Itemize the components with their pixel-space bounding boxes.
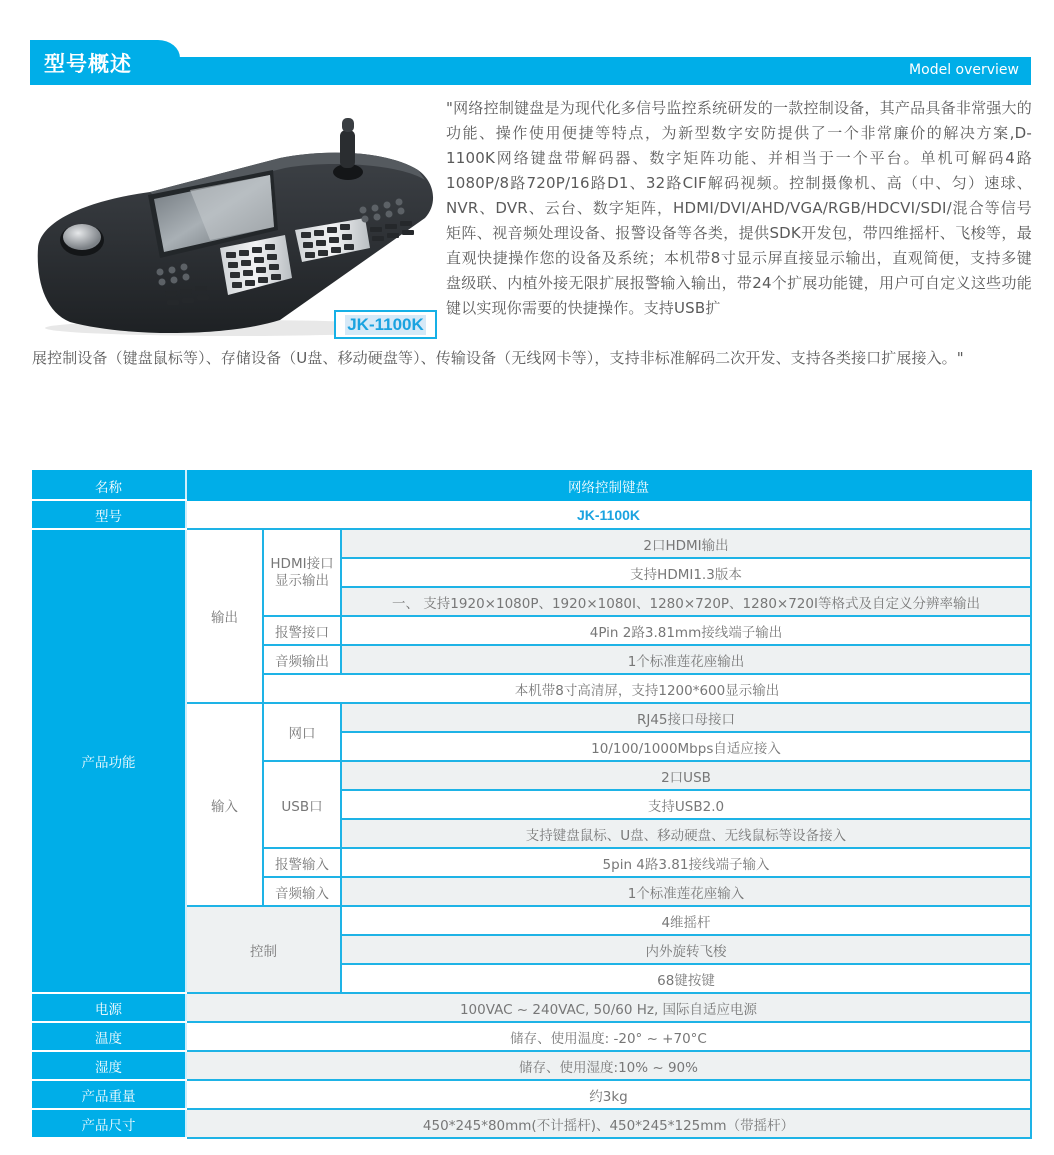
- label-features: 产品功能: [32, 529, 186, 993]
- value-temperature: 储存、使用温度: -20° ~ +70°C: [186, 1022, 1031, 1051]
- model-badge: [334, 310, 437, 339]
- row-name: [32, 471, 1031, 500]
- label-alarm-in: 报警输入: [263, 848, 341, 877]
- row-hdmi-1: [32, 529, 1031, 558]
- label-control: 控制: [186, 906, 341, 993]
- label-audio-out: 音频输出: [263, 645, 341, 674]
- section-header: [30, 40, 1031, 85]
- value-screen: 本机带8寸高清屏，支持1200*600显示输出: [263, 674, 1031, 703]
- value-hdmi-ports: 2口HDMI输出: [341, 529, 1031, 558]
- value-audio-out: 1个标准莲花座输出: [341, 645, 1031, 674]
- row-size: [32, 1109, 1031, 1138]
- keyboard-illustration: [30, 100, 440, 340]
- label-model: 型号: [32, 500, 186, 529]
- value-shuttle: 内外旋转飞梭: [341, 935, 1031, 964]
- value-usb-ports: 2口USB: [341, 761, 1031, 790]
- row-model: [32, 500, 1031, 529]
- model-badge-text: JK-1100K: [347, 314, 424, 334]
- label-alarm-out: 报警接口: [263, 616, 341, 645]
- description-text-continued: 展控制设备（键盘鼠标等）、存储设备（U盘、移动硬盘等）、传输设备（无线网卡等），支持非标准解码二次开发、支持各类接口扩展接入。": [32, 349, 964, 367]
- label-temperature: 温度: [32, 1022, 186, 1051]
- value-network-speed: 10/100/1000Mbps自适应接入: [341, 732, 1031, 761]
- label-audio-in: 音频输入: [263, 877, 341, 906]
- section-title: 型号概述: [44, 52, 132, 76]
- value-alarm-out: 4Pin 2路3.81mm接线端子输出: [341, 616, 1031, 645]
- row-temperature: [32, 1022, 1031, 1051]
- value-audio-in: 1个标准莲花座输入: [341, 877, 1031, 906]
- product-image: [30, 100, 440, 340]
- value-alarm-in: 5pin 4路3.81接线端子输入: [341, 848, 1031, 877]
- row-power: [32, 993, 1031, 1022]
- label-hdmi: HDMI接口显示输出: [263, 529, 341, 616]
- label-power: 电源: [32, 993, 186, 1022]
- value-humidity: 储存、使用湿度:10% ~ 90%: [186, 1051, 1031, 1080]
- label-network: 网口: [263, 703, 341, 761]
- value-usb-devices: 支持键盘鼠标、U盘、移动硬盘、无线鼠标等设备接入: [341, 819, 1031, 848]
- value-power: 100VAC ~ 240VAC, 50/60 Hz, 国际自适应电源: [186, 993, 1031, 1022]
- label-output: 输出: [186, 529, 263, 703]
- section-subtitle-en: Model overview: [909, 62, 1019, 78]
- label-humidity: 湿度: [32, 1051, 186, 1080]
- value-network-port: RJ45接口母接口: [341, 703, 1031, 732]
- row-humidity: [32, 1051, 1031, 1080]
- label-size: 产品尺寸: [32, 1109, 186, 1138]
- header-bar: [30, 57, 1031, 85]
- value-usb-version: 支持USB2.0: [341, 790, 1031, 819]
- description-text: "网络控制键盘是为现代化多信号监控系统研发的一款控制设备，其产品具备非常强大的功能、操作使用便捷等特点，为新型数字安防提供了一个非常廉价的解决方案,D-1100K网络键盘带解码器、数字矩阵功能、并相当于一个平台。单机可解码4路1080P/8路720P/16路D1、32路CIF解码视频。控制摄像机、高（中、匀）速球、NVR、DVR、云台、数字矩阵，HDMI/DVI/AHD/VGA/RGB/HDCVI/SDI/混合等信号矩阵、视音频处理设备、报警设备等各类，提供SDK开发包，带四维摇杆、飞梭等，最直观快捷操作您的设备及系统；本机带8寸显示屏直接显示输出，直观简便，支持多键盘级联、内植外接无限扩展报警输入输出，带24个扩展功能键，用户可自定义这些功能键以实现你需要的快捷操作。支持USB扩: [446, 99, 1032, 317]
- value-model: JK-1100K: [186, 500, 1031, 529]
- value-size: 450*245*80mm(不计摇杆)、450*245*125mm（带摇杆）: [186, 1109, 1031, 1138]
- value-weight: 约3kg: [186, 1080, 1031, 1109]
- label-usb: USB口: [263, 761, 341, 848]
- value-joystick: 4维摇杆: [341, 906, 1031, 935]
- label-weight: 产品重量: [32, 1080, 186, 1109]
- row-weight: [32, 1080, 1031, 1109]
- label-name: 名称: [32, 471, 186, 500]
- value-hdmi-resolution: 一、 支持1920×1080P、1920×1080I、1280×720P、1280×720I等格式及自定义分辨率输出: [341, 587, 1031, 616]
- spec-table: [32, 470, 1032, 1139]
- value-keys: 68键按键: [341, 964, 1031, 993]
- value-hdmi-version: 支持HDMI1.3版本: [341, 558, 1031, 587]
- value-name: 网络控制键盘: [186, 471, 1031, 500]
- label-input: 输入: [186, 703, 263, 906]
